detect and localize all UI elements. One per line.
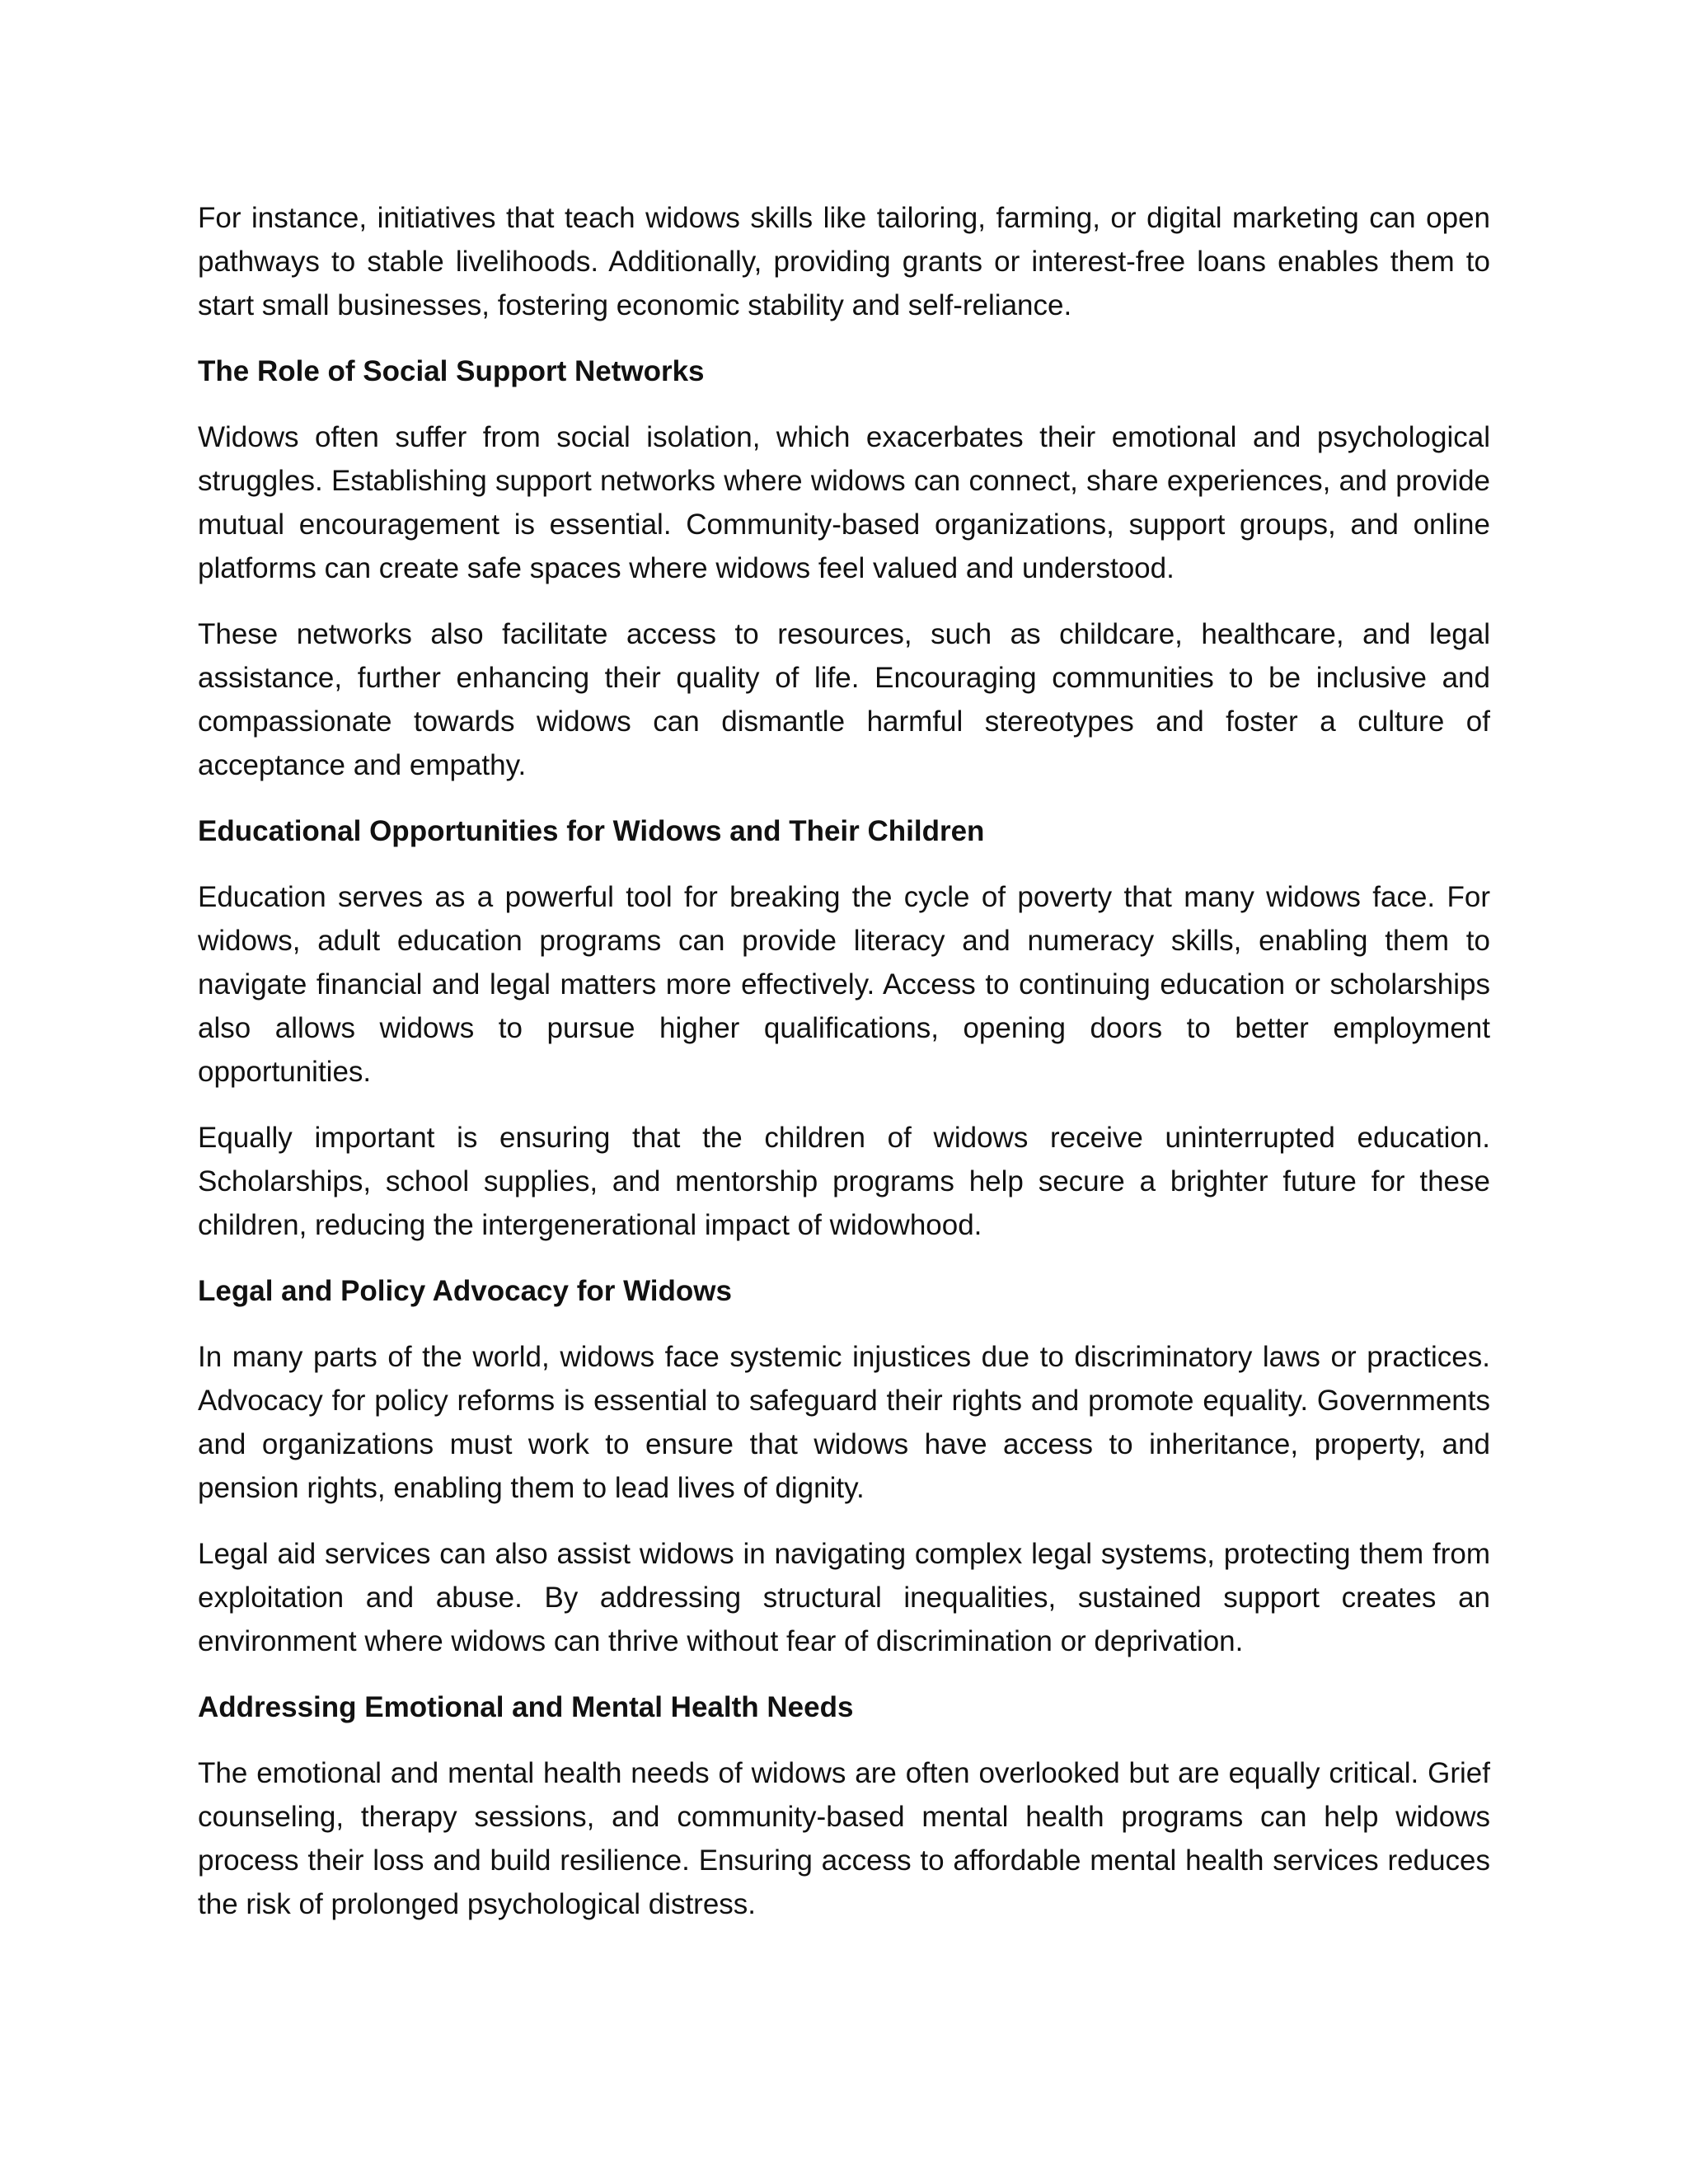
- heading-legal-policy: Legal and Policy Advocacy for Widows: [198, 1275, 732, 1307]
- paragraph-mental-health-needs: The emotional and mental health needs of widows are often overlooked but are equally critical. Grief counseling, therapy sessions, and community-based mental health programs can help widows process their loss and build resilience. Ensuring access to affordable mental health services reduces the risk of prolonged psychological distress.: [198, 1757, 1490, 1920]
- heading-social-support: The Role of Social Support Networks: [198, 355, 705, 387]
- paragraph-education-tool: Education serves as a powerful tool for breaking the cycle of poverty that many widows face. For widows, adult education programs can provide literacy and numeracy skills, enabling them to navigate financial and legal matters more effectively. Access to continuing education or scholarships also allows widows to pursue higher qualifications, opening doors to better employment opportunities.: [198, 881, 1490, 1088]
- heading-mental-health: Addressing Emotional and Mental Health Needs: [198, 1691, 854, 1723]
- paragraph-children-education: Equally important is ensuring that the children of widows receive uninterrupted education. Scholarships, school supplies, and mentorship programs help secure a brighter future for these children, reducing the intergenerational impact of widowhood.: [198, 1122, 1490, 1241]
- paragraph-livelihood-initiatives: For instance, initiatives that teach widows skills like tailoring, farming, or digital marketing can open pathways to stable livelihoods. Additionally, providing grants or interest-free loans enables them to start small businesses, fostering economic stability and self-reliance.: [198, 202, 1490, 321]
- paragraph-systemic-injustices: In many parts of the world, widows face systemic injustices due to discriminatory laws or practices. Advocacy for policy reforms is essential to safeguard their rights and promote equality. Governments and organizations must work to ensure that widows have access to inheritance, property, and pension rights, enabling them to lead lives of dignity.: [198, 1341, 1490, 1504]
- paragraph-networks-resources: These networks also facilitate access to resources, such as childcare, healthcare, and legal assistance, further enhancing their quality of life. Encouraging communities to be inclusive and compassionate towards widows can dismantle harmful stereotypes and foster a culture of acceptance and empathy.: [198, 618, 1490, 781]
- document-page: [198, 196, 1490, 1948]
- paragraph-legal-aid: Legal aid services can also assist widows in navigating complex legal systems, protecting them from exploitation and abuse. By addressing structural inequalities, sustained support creates an environment where widows can thrive without fear of discrimination or deprivation.: [198, 1538, 1490, 1657]
- paragraph-social-isolation: Widows often suffer from social isolation, which exacerbates their emotional and psychological struggles. Establishing support networks where widows can connect, share experiences, and provide mutual encouragement is essential. Community-based organizations, support groups, and online platforms can create safe spaces where widows feel valued and understood.: [198, 421, 1490, 584]
- heading-educational-opportunities: Educational Opportunities for Widows and Their Children: [198, 815, 985, 847]
